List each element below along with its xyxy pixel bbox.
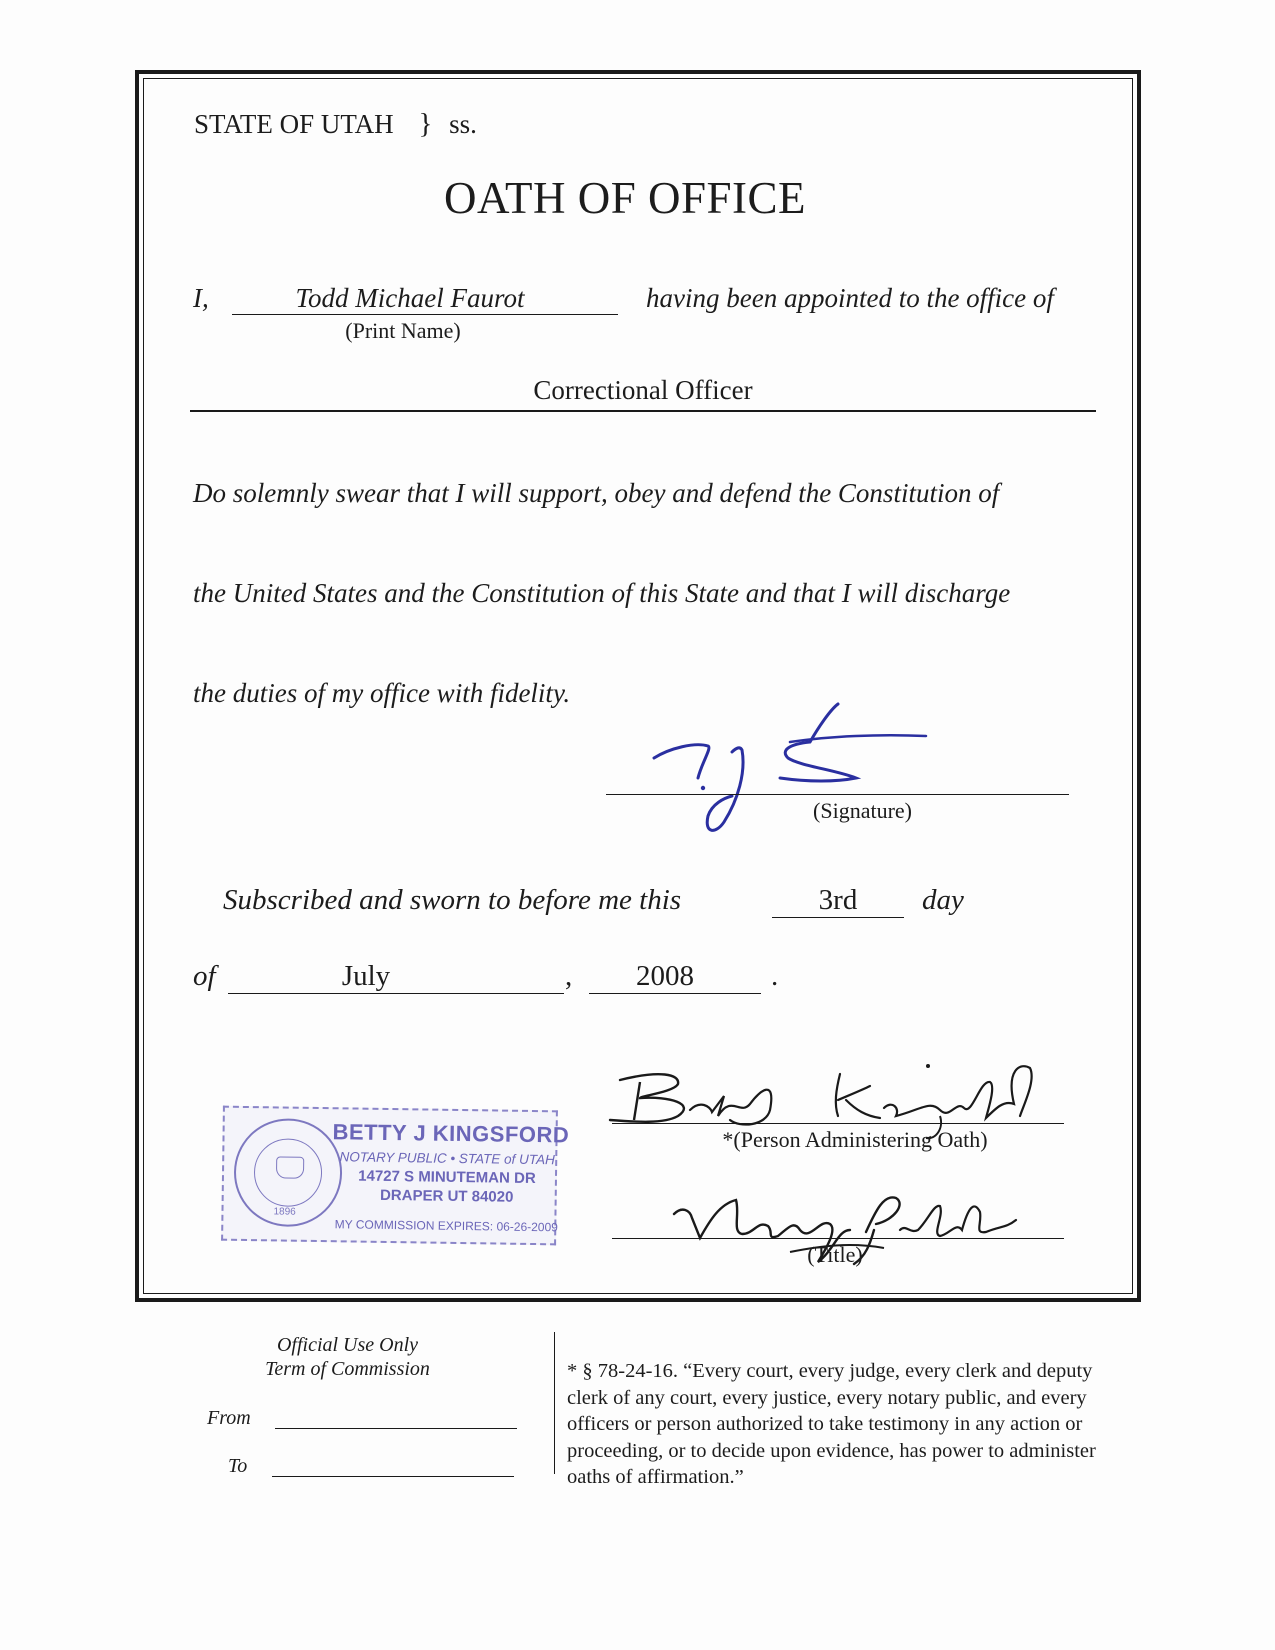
year-field: 2008 [589, 960, 761, 994]
term-of-commission-heading: Term of Commission [265, 1358, 430, 1380]
sworn-prefix: Subscribed and sworn to before me this [223, 884, 682, 916]
page-title: OATH OF OFFICE [443, 173, 807, 223]
administrator-line [612, 1123, 1064, 1124]
date-period: . [771, 960, 779, 992]
official-use-heading: Official Use Only [276, 1334, 419, 1356]
oath-line-3: the duties of my office with fidelity. [193, 678, 571, 708]
stamp-notary-name: BETTY J KINGSFORD [332, 1119, 570, 1148]
printed-name-field: Todd Michael Faurot [232, 283, 618, 315]
brace-glyph: } [418, 108, 433, 140]
signature-line [606, 794, 1069, 795]
date-comma: , [565, 960, 573, 992]
from-label: From [207, 1407, 251, 1429]
i-prefix: I, [193, 283, 209, 313]
of-label: of [193, 960, 216, 992]
office-title: Correctional Officer [533, 375, 753, 405]
appointee-signature [640, 700, 940, 850]
oath-line-2: the United States and the Constitution of this State and that I will discharge [193, 578, 1011, 608]
footer-divider [554, 1332, 555, 1474]
to-label: To [228, 1455, 248, 1477]
administrator-caption: *(Person Administering Oath) [722, 1127, 988, 1152]
to-field[interactable] [272, 1476, 514, 1477]
title-line [612, 1238, 1064, 1239]
state-label: STATE OF UTAH [194, 109, 394, 139]
statute-footnote: * § 78-24-16. “Every court, every judge, every clerk and deputy clerk of any court, every justice, every notary public, and every officers or person authorized to take testimony in any action or proceeding, or to decide upon evidence, has power to administer oaths of affirmation.” [567, 1360, 1096, 1488]
stamp-address-1: 14727 S MINUTEMAN DR [358, 1167, 536, 1188]
oath-line-1: Do solemnly swear that I will support, obey and defend the Constitution of [193, 478, 1000, 508]
office-underline [190, 410, 1096, 412]
from-field[interactable] [275, 1428, 517, 1429]
print-name-caption: (Print Name) [345, 318, 461, 343]
title-caption: (Title) [807, 1242, 863, 1267]
day-field: 3rd [772, 884, 904, 918]
stamp-address-2: DRAPER UT 84020 [379, 1186, 514, 1206]
signature-caption: (Signature) [813, 798, 912, 823]
day-label: day [922, 884, 964, 916]
notary-stamp [221, 1106, 570, 1246]
appointed-text: having been appointed to the office of [646, 283, 1054, 313]
state-seal-icon: 1896 [233, 1118, 342, 1227]
stamp-commission-expires: MY COMMISSION EXPIRES: 06-26-2009 [334, 1217, 558, 1235]
ss-label: ss. [449, 109, 477, 139]
venue-line [194, 108, 477, 141]
month-field: July [228, 960, 564, 994]
stamp-notary-state: NOTARY PUBLIC • STATE of UTAH [339, 1149, 555, 1168]
